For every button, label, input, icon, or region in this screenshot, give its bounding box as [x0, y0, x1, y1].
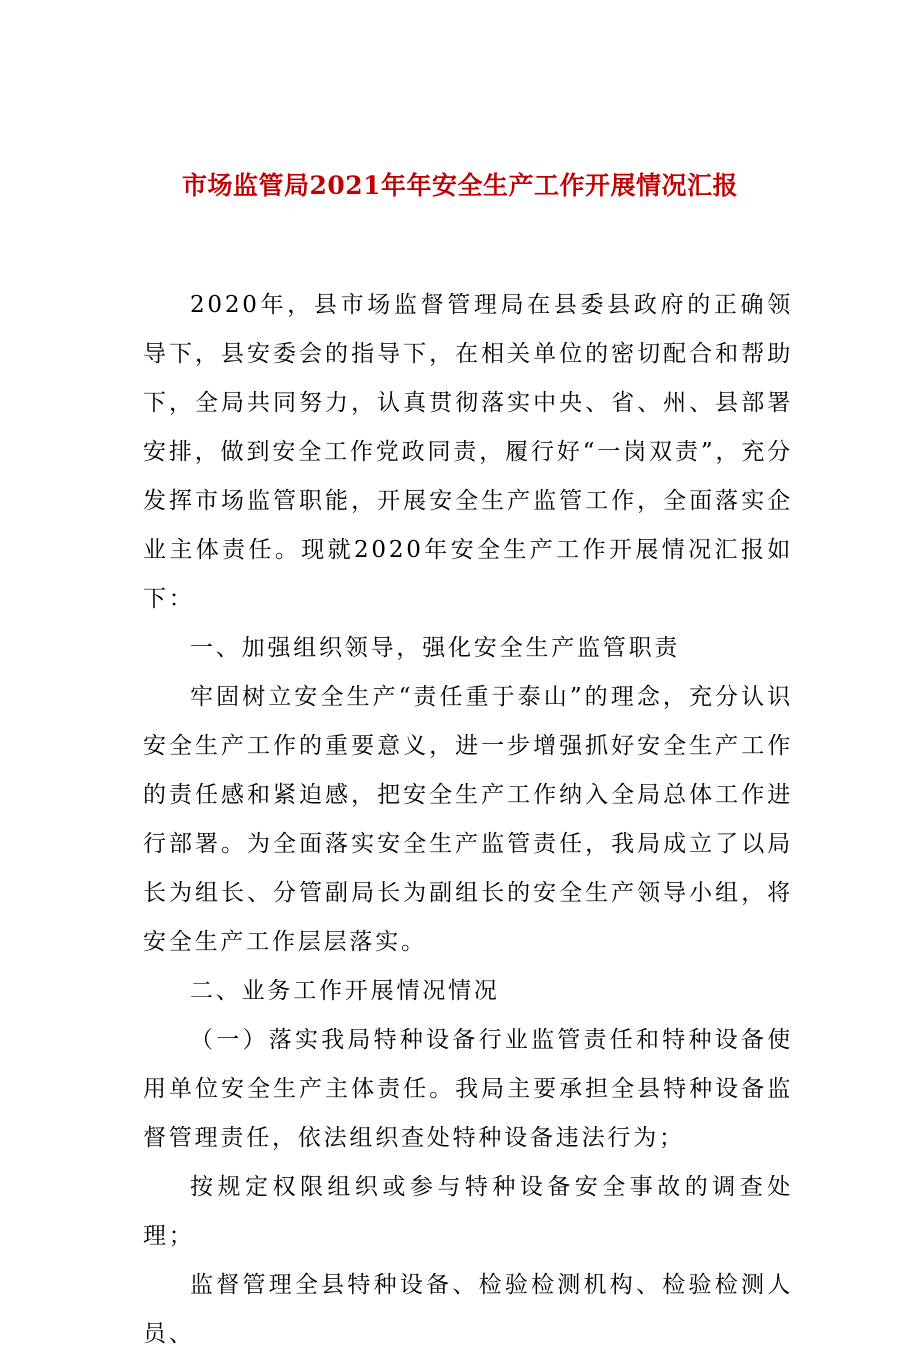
paragraph-subsection-1: （一）落实我局特种设备行业监管责任和特种设备使用单位安全生产主体责任。我局主要承担全县特种设备监督管理责任，依法组织查处特种设备违法行为； [143, 1027, 793, 1151]
paragraph-intro: 2020年，县市场监督管理局在县委县政府的正确领导下，县安委会的指导下，在相关单位的密切配合和帮助下，全局共同努力，认真贯彻落实中央、省、州、县部署安排，做到安全工作党政同责，履行好“一岗双责”，充分发挥市场监管职能，开展安全生产监管工作，全面落实企业主体责任。现就2020年安全生产工作开展情况汇报如下： [143, 292, 793, 612]
paragraph-section-1: 牢固树立安全生产“责任重于泰山”的理念，充分认识安全生产工作的重要意义，进一步增强抓好安全生产工作的责任感和紧迫感，把安全生产工作纳入全局总体工作进行部署。为全面落实安全生产监管责任，我局成立了以局长为组长、分管副局长为副组长的安全生产领导小组，将安全生产工作层层落实。 [143, 684, 793, 955]
section-heading-1: 一、加强组织领导，强化安全生产监管职责 [190, 635, 681, 661]
document-title: 市场监管局2021年年安全生产工作开展情况汇报 [181, 171, 739, 200]
section-heading-2: 二、业务工作开展情况情况 [190, 978, 500, 1004]
paragraph-supervision: 监督管理全县特种设备、检验检测机构、检验检测人员、 [143, 1272, 793, 1347]
document-body [143, 281, 793, 1359]
paragraph-investigation: 按规定权限组织或参与特种设备安全事故的调查处理； [143, 1174, 793, 1249]
